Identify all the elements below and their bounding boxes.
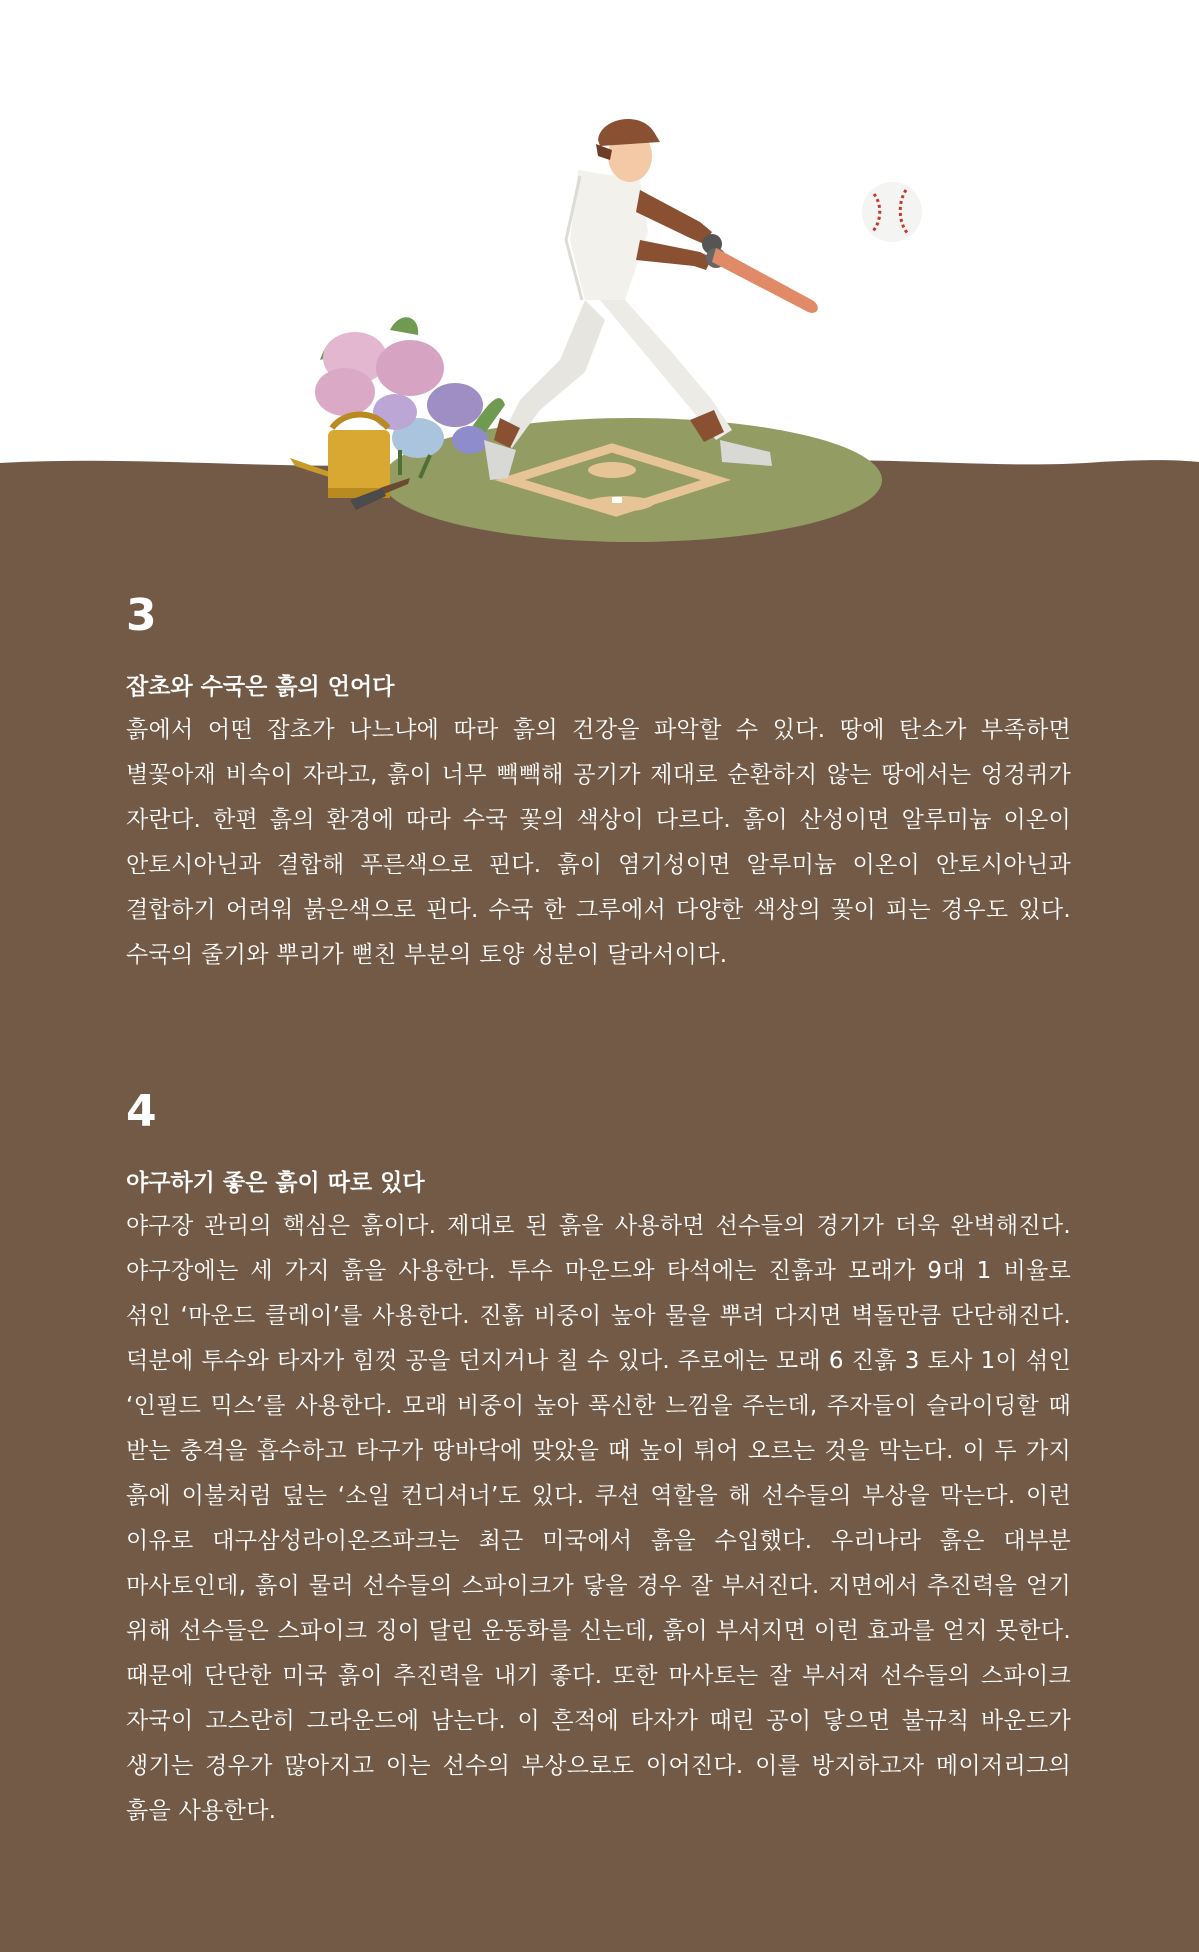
section-heading: 잡초와 수국은 흙의 언어다 [126, 674, 395, 700]
section-number: 3 [126, 590, 157, 641]
section-body: 야구장 관리의 핵심은 흙이다. 제대로 된 흙을 사용하면 선수들의 경기가 더욱 완벽해진다. 야구장에는 세 가지 흙을 사용한다. 투수 마운드와 타석에는 진흙과 모래가 9대 1 비율로 섞인 ‘마운드 클레이’를 사용한다. 진흙 비중이 높아 물을 뿌려 다지면 벽돌만큼 단단해진다. 덕분에 투수와 타자가 힘껏 공을 던지거나 칠 수 있다. 주로에는 모래 6 진흙 3 토사 1이 섞인 ‘인필드 믹스’를 사용한다. 모래 비중이 높아 푹신한 느낌을 주는데, 주자들이 슬라이딩할 때 받는 충격을 흡수하고 타구가 땅바닥에 맞았을 때 높이 튀어 오르는 것을 막는다. 이 두 가지 흙에 이불처럼 덮는 ‘소일 컨디셔너’도 있다. 쿠션 역할을 해 선수들의 부상을 막는다. 이런 이유로 대구삼성라이온즈파크는 최근 미국에서 흙을 수입했다. 우리나라 흙은 대부분 마사토인데, 흙이 물러 선수들의 스파이크가 닿을 경우 잘 부서진다. 지면에서 추진력을 얻기 위해 선수들은 스파이크 징이 달린 운동화를 신는데, 흙이 부서지면 이런 효과를 얻지 못한다. 때문에 단단한 미국 흙이 추진력을 내기 좋다. 또한 마사토는 잘 부서져 선수들의 스파이크 자국이 고스란히 그라운드에 남는다. 이 흔적에 타자가 때린 공이 닿으면 불규칙 바운드가 생기는 경우가 많아지고 이는 선수의 부상으로도 이어진다. 이를 방지하고자 메이저리그의 흙을 사용한다. [126, 1213, 1071, 1824]
section-heading: 야구하기 좋은 흙이 따로 있다 [126, 1170, 425, 1196]
section-body: 흙에서 어떤 잡초가 나느냐에 따라 흙의 건강을 파악할 수 있다. 땅에 탄소가 부족하면 별꽃아재 비속이 자라고, 흙이 너무 빽빽해 공기가 제대로 순환하지 않는 땅에서는 엉겅퀴가 자란다. 한편 흙의 환경에 따라 수국 꽃의 색상이 다르다. 흙이 산성이면 알루미늄 이온이 안토시아닌과 결합해 푸른색으로 핀다. 흙이 염기성이면 알루미늄 이온이 안토시아닌과 결합하기 어려워 붉은색으로 핀다. 수국 한 그루에서 다양한 색상의 꽃이 피는 경우도 있다. 수국의 줄기와 뿌리가 뻗친 부분의 토양 성분이 달라서이다. [126, 717, 1071, 968]
baseball-icon [862, 182, 922, 242]
section-3 [126, 590, 1071, 978]
baseball-soil-illustration [0, 0, 1199, 600]
section-4 [126, 1086, 1071, 1834]
section-number: 4 [126, 1086, 157, 1137]
